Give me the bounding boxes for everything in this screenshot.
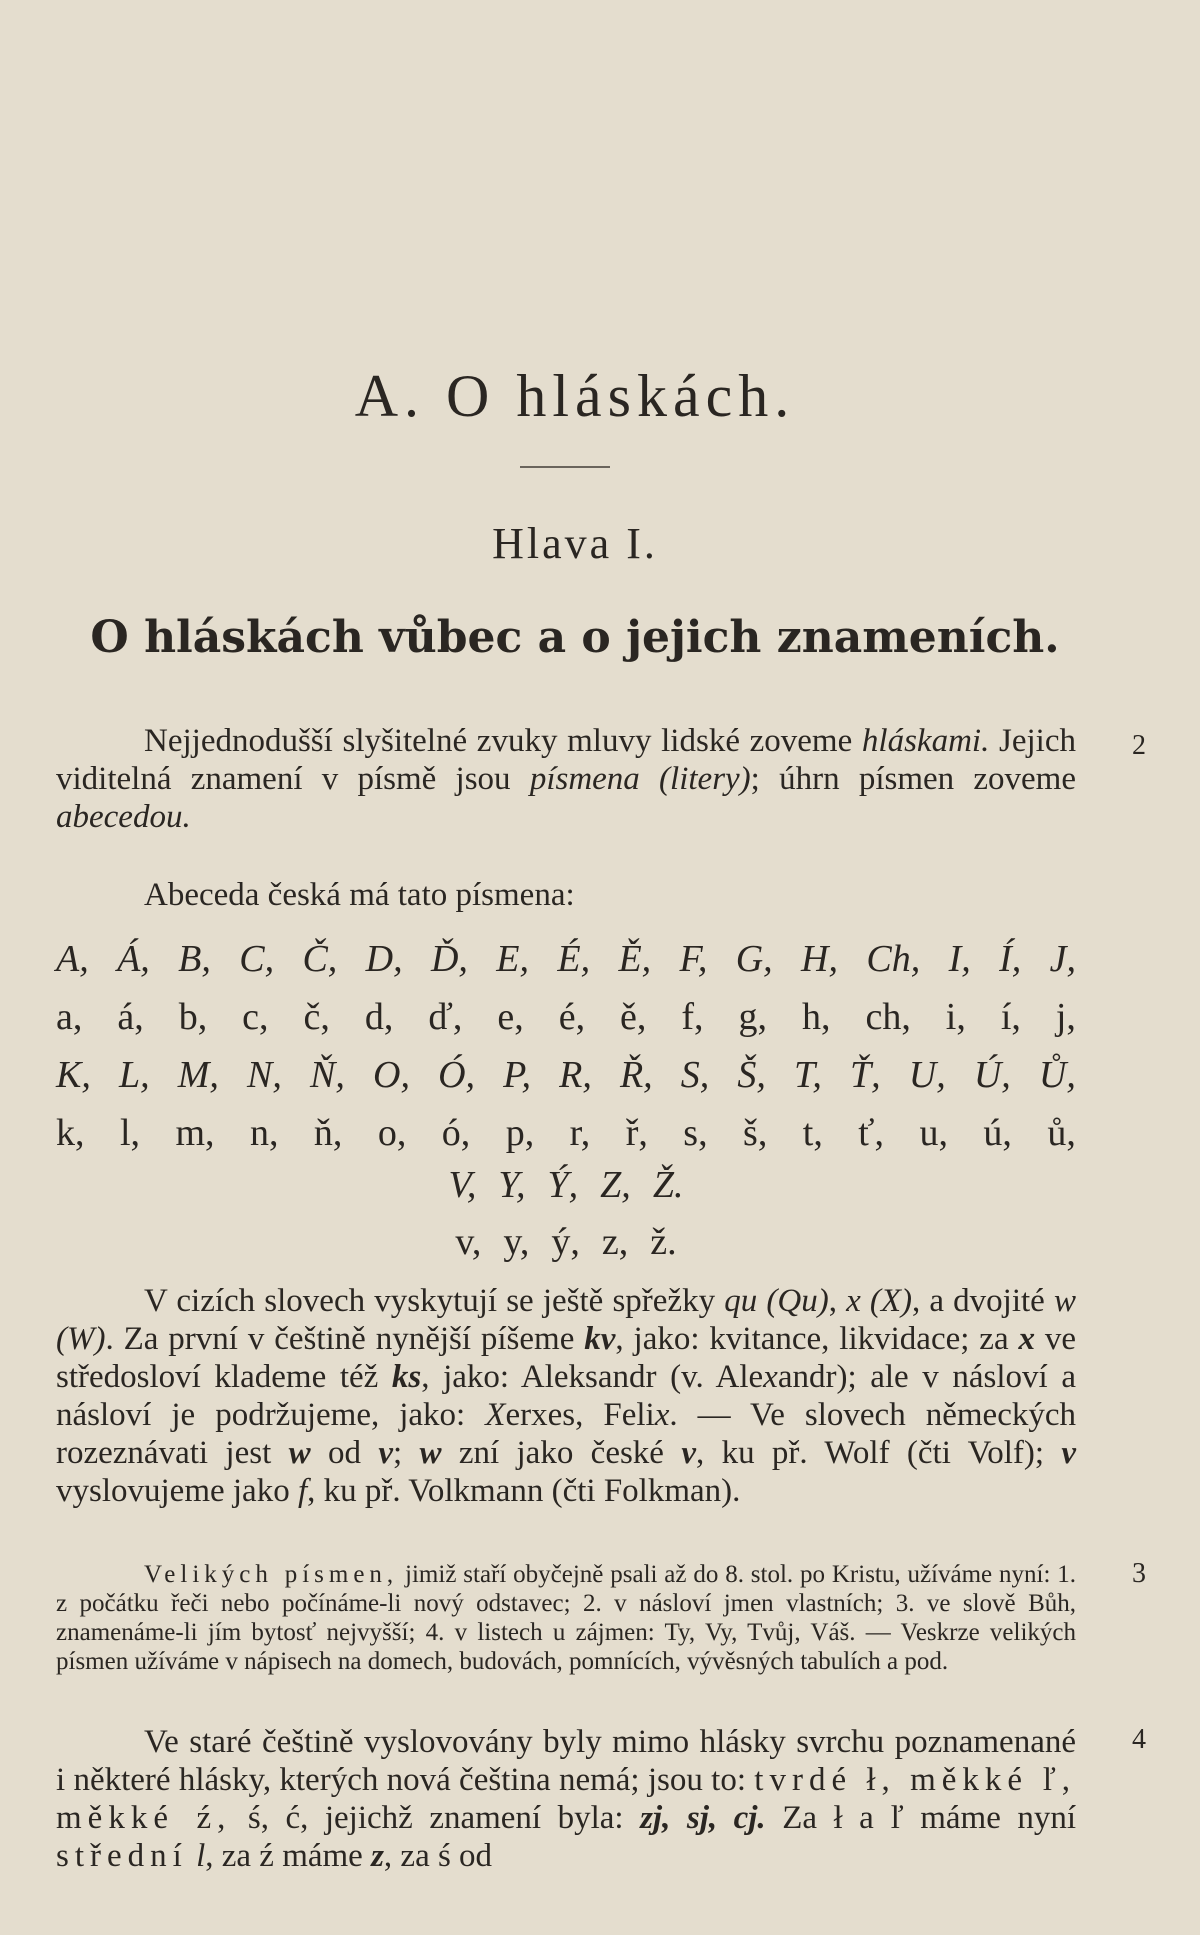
- alphabet-letter: Y,: [498, 1164, 526, 1206]
- alphabet-letter: É,: [557, 938, 591, 980]
- text-run: , za ś od: [383, 1838, 493, 1874]
- alphabet-letter: ř,: [625, 1112, 648, 1154]
- italic-term: v: [681, 1435, 696, 1471]
- margin-number: 4: [1132, 1724, 1146, 1755]
- italic-term: w: [419, 1435, 442, 1471]
- alphabet-letter: D,: [365, 938, 403, 980]
- alphabet-letter: n,: [249, 1112, 279, 1154]
- text-run: , ku př. Volkmann (čti Folkman).: [307, 1473, 741, 1509]
- italic-term: v: [378, 1435, 393, 1471]
- italic-term: ks: [391, 1359, 422, 1395]
- alphabet-upper-row-1: [56, 937, 1076, 981]
- alphabet-letter: J,: [1049, 938, 1076, 980]
- alphabet-letter: p,: [505, 1112, 535, 1154]
- alphabet-letter: ě,: [620, 996, 647, 1038]
- alphabet-letter: L,: [118, 1054, 150, 1096]
- paragraph-4: [56, 1723, 1076, 1875]
- text-run: Za ł a ľ máme nyní: [765, 1800, 1077, 1836]
- alphabet-letter: k,: [56, 1112, 85, 1154]
- italic-term: abecedou.: [56, 799, 191, 835]
- italic-term: x: [1018, 1321, 1035, 1357]
- text-run: Ve staré češtině vyslovovány byly mimo hlásky svrchu poznamenané i některé hlásky, kterých nová čeština nemá; jsou to:: [56, 1724, 1076, 1798]
- text-run: vyslovujeme jako: [56, 1473, 298, 1509]
- alphabet-letter: Š,: [737, 1054, 766, 1096]
- alphabet-letter: a,: [56, 996, 83, 1038]
- text-run: , ku př. Wolf (čti Volf);: [695, 1435, 1062, 1471]
- alphabet-letter: ó,: [441, 1112, 471, 1154]
- alphabet-letter: O,: [373, 1054, 410, 1096]
- alphabet-letter: b,: [178, 996, 208, 1038]
- text-run: V cizích slovech vyskytují se ještě spřežky: [144, 1283, 725, 1319]
- title-divider: [520, 466, 610, 468]
- spaced-lead: Velikých písmen,: [144, 1561, 399, 1588]
- alphabet-letter: Á,: [117, 938, 150, 980]
- paragraph-3: [56, 1282, 1076, 1510]
- alphabet-letter: Ó,: [438, 1054, 476, 1096]
- italic-term: v: [1061, 1435, 1077, 1471]
- text-run: . Za první v češtině nynější píšeme: [105, 1321, 585, 1357]
- alphabet-letter: í,: [1000, 996, 1021, 1038]
- italic-term: z: [371, 1838, 384, 1874]
- italic-term: l: [196, 1838, 206, 1874]
- alphabet-letter: Ý,: [547, 1164, 579, 1206]
- italic-term: x: [654, 1397, 670, 1433]
- alphabet-letter: m,: [175, 1112, 215, 1154]
- alphabet-letter: v,: [455, 1221, 482, 1263]
- alphabet-letter: Í,: [999, 938, 1022, 980]
- alphabet-letter: P,: [503, 1054, 531, 1096]
- alphabet-letter: g,: [738, 996, 768, 1038]
- alphabet-letter: ch,: [865, 996, 911, 1038]
- alphabet-letter: á,: [117, 996, 144, 1038]
- alphabet-letter: N,: [247, 1054, 282, 1096]
- text-run: [188, 1838, 196, 1874]
- alphabet-letter: Ch,: [866, 938, 921, 980]
- paragraph-2: Abeceda česká má tato písmena:: [144, 877, 575, 913]
- alphabet-letter: ž.: [650, 1221, 677, 1263]
- italic-term: X: [485, 1397, 506, 1433]
- text-run: od: [310, 1435, 379, 1471]
- alphabet-letter: f,: [681, 996, 704, 1038]
- alphabet-letter: ý,: [551, 1221, 580, 1263]
- alphabet-letter: Ž.: [652, 1164, 684, 1206]
- alphabet-lower-row-1: [56, 995, 1076, 1039]
- alphabet-letter: A,: [56, 938, 89, 980]
- alphabet-letter: l,: [119, 1112, 140, 1154]
- spaced-term: střední: [56, 1838, 188, 1874]
- text-run: erxes, Feli: [505, 1397, 655, 1433]
- text-run: , za ź máme: [205, 1838, 372, 1874]
- alphabet-letter: V,: [448, 1164, 477, 1206]
- alphabet-letter: Ď,: [430, 938, 468, 980]
- alphabet-letter: o,: [377, 1112, 407, 1154]
- alphabet-letter: I,: [948, 938, 971, 980]
- italic-term: f: [297, 1473, 308, 1509]
- alphabet-letter: Ň,: [310, 1054, 345, 1096]
- italic-term: w (W): [56, 1283, 1076, 1357]
- alphabet-letter: Ř,: [619, 1054, 653, 1096]
- italic-term: w: [288, 1435, 311, 1471]
- small-print-paragraph: [56, 1560, 1076, 1676]
- alphabet-letter: F,: [679, 938, 708, 980]
- chapter-subtitle: O hláskách vůbec a o jejich znameních.: [90, 612, 1060, 663]
- text-run: Jejich viditelná znamení v písmě jsou: [56, 723, 1076, 797]
- text-run: andr); ale v násloví a násloví je podržujeme, jako:: [56, 1359, 1076, 1433]
- alphabet-letter: ú,: [983, 1112, 1012, 1154]
- alphabet-letter: Ú,: [973, 1054, 1011, 1096]
- alphabet-letter: K,: [56, 1054, 91, 1096]
- italic-term: x: [763, 1359, 778, 1395]
- italic-term: qu (Qu): [724, 1283, 829, 1319]
- alphabet-letter: č,: [303, 996, 330, 1038]
- margin-number: 2: [1132, 730, 1146, 761]
- italic-term: x (X): [846, 1283, 912, 1319]
- text-run: jimiž staří obyčejně psali až do 8. stol. po Kristu, užíváme nyní: 1. z počátku řeči nebo počínáme-li nový odstavec; 2. v násloví jmen vlastních; 3. ve slově Bůh, znamenáme-li jím bytosť nejvyšší; 4. v listech u zájmen: Ty, Vy, Tvůj, Váš. — Veskrze velikých písmen užíváme v nápisech na domech, budovách, pomnících, vývěsných tabulích a pod.: [56, 1561, 1076, 1675]
- chapter-title: Hlava I.: [492, 519, 658, 568]
- alphabet-letter: B,: [178, 938, 211, 980]
- text-run: , jako: kvitance, likvidace; za: [615, 1321, 1019, 1357]
- paragraph-1: [56, 722, 1076, 836]
- alphabet-letter: S,: [680, 1054, 710, 1096]
- alphabet-letter: d,: [364, 996, 394, 1038]
- text-run: , a dvojité: [912, 1283, 1054, 1319]
- alphabet-letter: i,: [945, 996, 966, 1038]
- alphabet-letter: c,: [242, 996, 269, 1038]
- part-title: A. O hláskách.: [354, 363, 796, 429]
- spaced-term: tvrdé ł, měkké ľ, měkké ź,: [56, 1762, 1076, 1836]
- alphabet-letter: š,: [743, 1112, 768, 1154]
- alphabet-letter: Ů,: [1038, 1054, 1076, 1096]
- text-run: ,: [828, 1283, 847, 1319]
- alphabet-letter: z,: [601, 1221, 629, 1263]
- alphabet-letter: ď,: [428, 996, 463, 1038]
- alphabet-letter: Č,: [302, 938, 338, 980]
- alphabet-letter: U,: [908, 1054, 946, 1096]
- italic-term: kv: [584, 1321, 616, 1357]
- alphabet-letter: j,: [1055, 996, 1076, 1038]
- alphabet-upper-row-2: [56, 1053, 1076, 1097]
- alphabet-letter: é,: [558, 996, 586, 1038]
- text-run: . — Ve slovech německých rozeznávati jest: [56, 1397, 1076, 1471]
- alphabet-letter: h,: [801, 996, 831, 1038]
- margin-number: 3: [1132, 1558, 1146, 1589]
- alphabet-letter: s,: [683, 1112, 708, 1154]
- alphabet-letter: r,: [569, 1112, 591, 1154]
- italic-term: písmena (litery): [529, 761, 751, 797]
- text-run: , jako: Aleksandr (v. Ale: [421, 1359, 764, 1395]
- text-run: ś, ć, jejichž znamení byla:: [231, 1800, 641, 1836]
- alphabet-letter: T,: [794, 1054, 822, 1096]
- alphabet-letter: Ť,: [850, 1054, 881, 1096]
- alphabet-letter: e,: [497, 996, 524, 1038]
- alphabet-lower-row-2: [56, 1111, 1076, 1155]
- alphabet-letter: ň,: [313, 1112, 343, 1154]
- alphabet-letter: R,: [559, 1054, 592, 1096]
- text-run: ;: [392, 1435, 420, 1471]
- alphabet-letter: ť,: [858, 1112, 885, 1154]
- alphabet-letter: M,: [177, 1054, 219, 1096]
- alphabet-letter: G,: [735, 938, 773, 980]
- alphabet-letter: C,: [239, 938, 275, 980]
- alphabet-lower-row-3: [56, 1220, 1076, 1264]
- alphabet-letter: y,: [503, 1221, 530, 1263]
- alphabet-letter: E,: [496, 938, 530, 980]
- text-run: Nejjednodušší slyšitelné zvuky mluvy lidské zoveme: [144, 723, 862, 759]
- alphabet-letter: ů,: [1047, 1112, 1076, 1154]
- alphabet-letter: Ě,: [618, 938, 652, 980]
- alphabet-letter: u,: [919, 1112, 948, 1154]
- italic-term: hláskami.: [861, 723, 990, 759]
- alphabet-letter: t,: [802, 1112, 823, 1154]
- text-run: ve středosloví klademe též: [56, 1321, 1076, 1395]
- alphabet-letter: Z,: [600, 1164, 631, 1206]
- alphabet-upper-row-3: [56, 1163, 1076, 1207]
- text-run: zní jako české: [441, 1435, 682, 1471]
- alphabet-letter: H,: [801, 938, 838, 980]
- text-run: ; úhrn písmen zoveme: [750, 761, 1076, 797]
- italic-term: zj, sj, cj.: [640, 1800, 766, 1836]
